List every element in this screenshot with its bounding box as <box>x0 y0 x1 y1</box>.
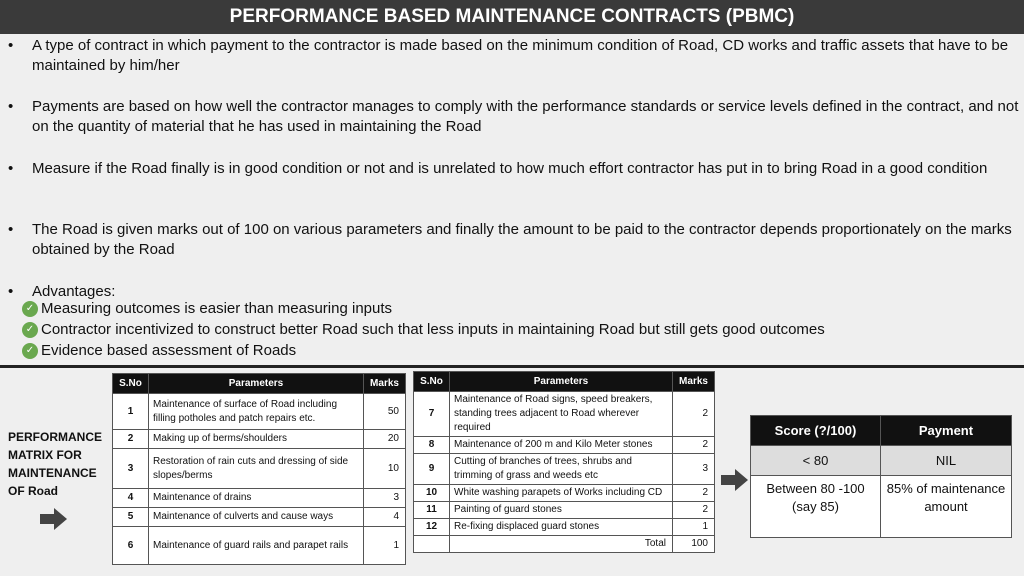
cell-sno: 8 <box>414 437 450 454</box>
cell-sno: 12 <box>414 519 450 536</box>
table-row <box>113 430 406 449</box>
bullet-item <box>8 36 1020 76</box>
bullet-dot: • <box>8 37 14 54</box>
matrix-label: PERFORMANCE MATRIX FOR MAINTENANCE OF Road <box>8 430 103 498</box>
cell-marks: 10 <box>364 449 406 489</box>
cell-param: Maintenance of 200 m and Kilo Meter stones <box>450 437 673 454</box>
total-label: Total <box>450 536 673 553</box>
cell-sno: 4 <box>113 489 149 508</box>
cell-param: Maintenance of drains <box>149 489 364 508</box>
cell-marks: 4 <box>364 508 406 527</box>
table-row <box>414 519 715 536</box>
bullet-text: A type of contract in which payment to the contractor is made based on the minimum condition of Road, CD works and traffic assets that have to be maintained by him/her <box>32 37 1009 74</box>
table-row <box>113 489 406 508</box>
cell-marks: 3 <box>364 489 406 508</box>
thumbs-up-icon: ✓ <box>22 343 38 359</box>
table-row <box>414 502 715 519</box>
page-title: PERFORMANCE BASED MAINTENANCE CONTRACTS (PBMC) <box>0 0 1024 34</box>
table-row <box>414 454 715 485</box>
col-header-score: Score (?/100) <box>751 416 881 446</box>
col-header-sno: S.No <box>414 372 450 392</box>
bullet-item <box>8 159 1020 179</box>
cell-param: Making up of berms/shoulders <box>149 430 364 449</box>
bullet-dot: • <box>8 98 14 115</box>
cell-marks: 20 <box>364 430 406 449</box>
table-row <box>414 437 715 454</box>
col-header-sno: S.No <box>113 374 149 394</box>
col-header-payment: Payment <box>881 416 1012 446</box>
advantage-text: Measuring outcomes is easier than measuring inputs <box>41 300 393 317</box>
table-row <box>751 446 1012 476</box>
total-row <box>414 536 715 553</box>
advantage-text: Contractor incentivized to construct better Road such that less inputs in maintaining Road but still gets good outcomes <box>41 321 825 338</box>
cell-payment: 85% of maintenance amount <box>881 476 1012 538</box>
cell-payment: NIL <box>881 446 1012 476</box>
bullet-item <box>8 97 1020 137</box>
parameters-table-1 <box>112 373 406 565</box>
table-row <box>113 394 406 430</box>
cell-sno: 2 <box>113 430 149 449</box>
cell-marks: 1 <box>364 527 406 565</box>
cell-sno: 1 <box>113 394 149 430</box>
cell-param: Maintenance of surface of Road including filling potholes and patch repairs etc. <box>149 394 364 430</box>
cell-sno: 11 <box>414 502 450 519</box>
cell-param: Painting of guard stones <box>450 502 673 519</box>
advantage-item <box>22 299 392 319</box>
cell-marks: 2 <box>673 437 715 454</box>
thumbs-up-icon: ✓ <box>22 301 38 317</box>
bullet-dot: • <box>8 160 14 177</box>
cell-marks: 2 <box>673 485 715 502</box>
cell-score: < 80 <box>751 446 881 476</box>
bullet-text: Measure if the Road finally is in good condition or not and is unrelated to how much effort contractor has put in to bring Road in a good condition <box>32 160 988 177</box>
cell-marks: 2 <box>673 392 715 437</box>
cell-sno: 9 <box>414 454 450 485</box>
cell-sno: 10 <box>414 485 450 502</box>
col-header-marks: Marks <box>673 372 715 392</box>
section-divider <box>0 365 1024 368</box>
table-row <box>414 392 715 437</box>
cell-param: Maintenance of guard rails and parapet rails <box>149 527 364 565</box>
cell-param: Maintenance of Road signs, speed breakers, standing trees adjacent to Road wherever required <box>450 392 673 437</box>
col-header-marks: Marks <box>364 374 406 394</box>
arrow-right-icon <box>40 508 67 530</box>
cell-marks: 3 <box>673 454 715 485</box>
score-payment-table <box>750 415 1012 538</box>
cell-param: White washing parapets of Works including CD <box>450 485 673 502</box>
table-row <box>751 476 1012 538</box>
bullet-dot: • <box>8 221 14 238</box>
table-row <box>113 449 406 489</box>
col-header-parameters: Parameters <box>149 374 364 394</box>
table-row <box>414 485 715 502</box>
cell-param: Restoration of rain cuts and dressing of side slopes/berms <box>149 449 364 489</box>
cell-score: Between 80 -100 (say 85) <box>751 476 881 538</box>
col-header-parameters: Parameters <box>450 372 673 392</box>
bullet-list <box>0 36 1024 364</box>
bullet-item <box>8 220 1020 260</box>
thumbs-up-icon: ✓ <box>22 322 38 338</box>
total-value: 100 <box>673 536 715 553</box>
cell-sno: 5 <box>113 508 149 527</box>
bullet-text: The Road is given marks out of 100 on various parameters and finally the amount to be paid to the contractor depends proportionately on the marks obtained by the Road <box>32 221 1012 258</box>
cell-sno: 3 <box>113 449 149 489</box>
cell-marks: 1 <box>673 519 715 536</box>
cell-param: Maintenance of culverts and cause ways <box>149 508 364 527</box>
cell-marks: 50 <box>364 394 406 430</box>
bullet-text: Advantages: <box>32 283 116 300</box>
bullet-dot: • <box>8 283 14 300</box>
advantage-text: Evidence based assessment of Roads <box>41 342 297 359</box>
parameters-table-2 <box>413 371 715 553</box>
advantage-item <box>22 320 825 340</box>
cell-sno: 6 <box>113 527 149 565</box>
cell-marks: 2 <box>673 502 715 519</box>
arrow-right-icon <box>721 469 748 491</box>
cell-empty <box>414 536 450 553</box>
cell-param: Re-fixing displaced guard stones <box>450 519 673 536</box>
cell-sno: 7 <box>414 392 450 437</box>
bullet-text: Payments are based on how well the contractor manages to comply with the performance standards or service levels defined in the contract, and not on the quantity of material that he has used in maintaining the Road <box>32 98 1019 135</box>
advantage-item <box>22 341 296 361</box>
table-row <box>113 527 406 565</box>
cell-param: Cutting of branches of trees, shrubs and trimming of grass and weeds etc <box>450 454 673 485</box>
table-row <box>113 508 406 527</box>
